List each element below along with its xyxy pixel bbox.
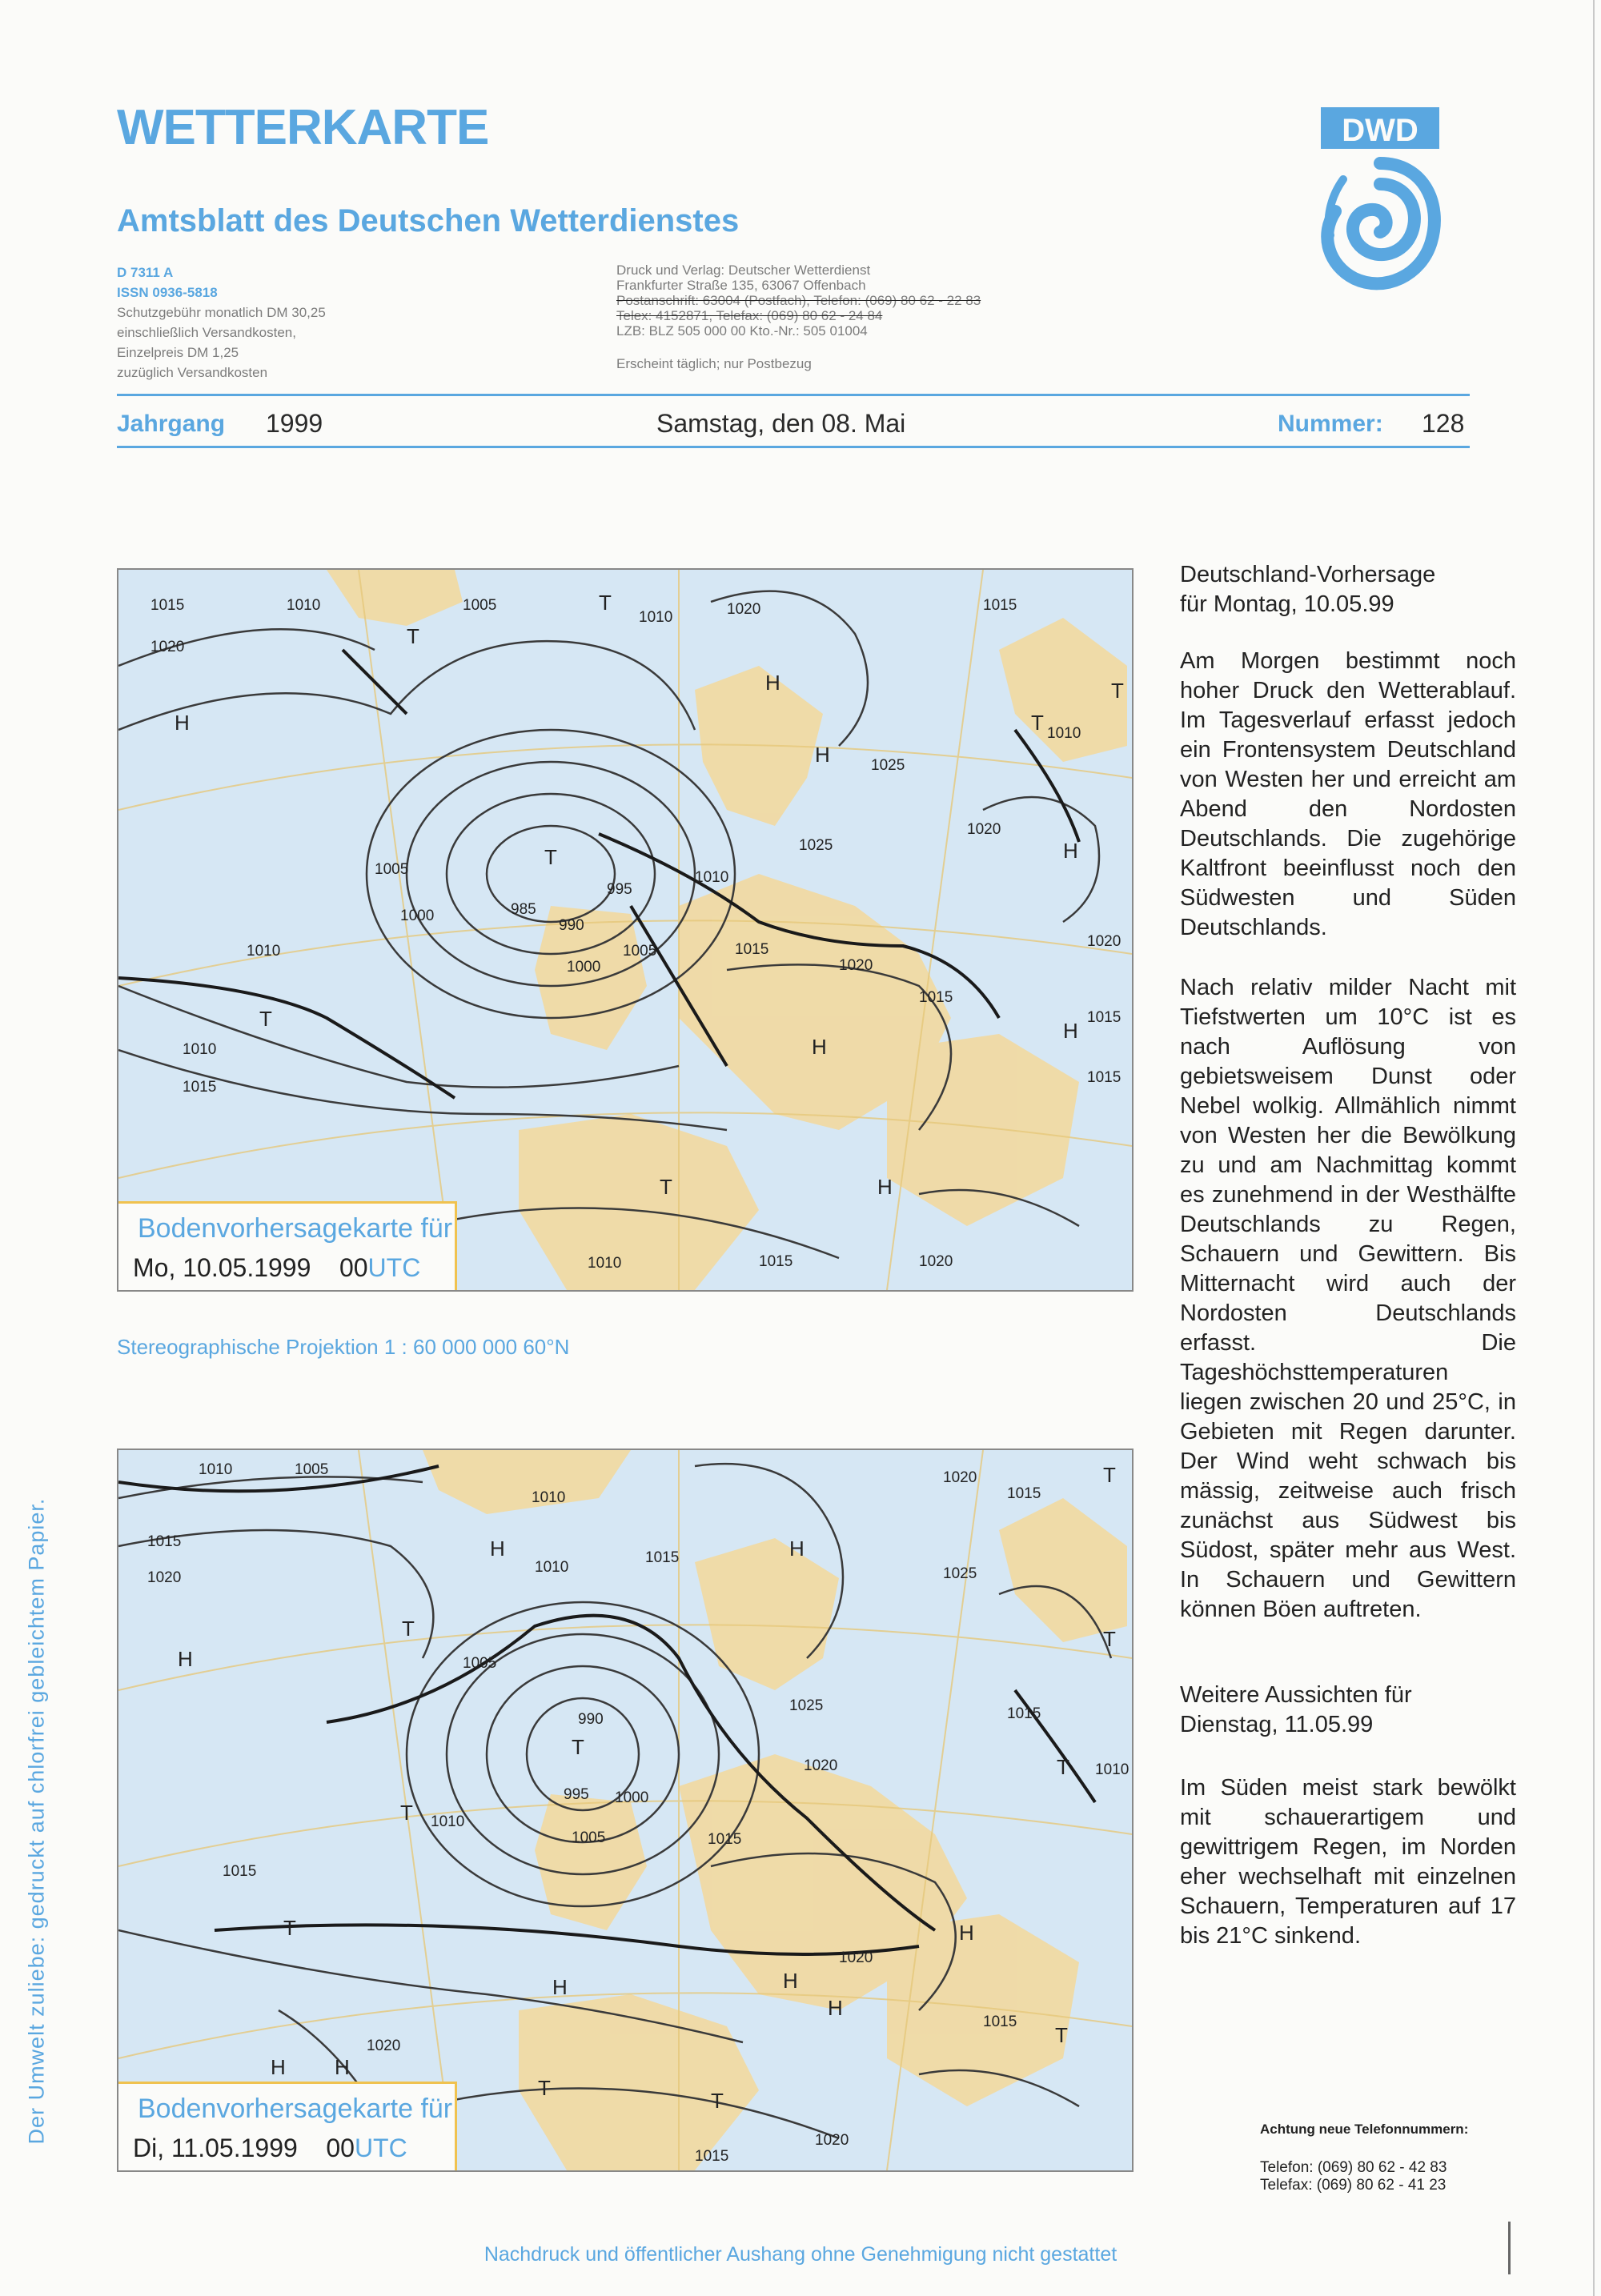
map-label: 1000 <box>615 1789 649 1806</box>
fee-line: zuzüglich Versandkosten <box>117 365 268 380</box>
map-label: 990 <box>559 917 584 934</box>
map-label: H <box>812 1035 827 1059</box>
issue-year: 1999 <box>266 409 323 438</box>
footer-notice: Nachdruck und öffentlicher Aushang ohne Genehmigung nicht gestattet <box>484 2243 1117 2266</box>
environment-note-text: Der Umwelt zuliebe: gedruckt auf chlorfrei gebleichtem Papier. <box>24 1497 49 2145</box>
page-edge-line <box>1593 0 1595 2296</box>
map-label: H <box>828 1996 843 2020</box>
map-label: 1020 <box>804 1757 838 1774</box>
publisher-telex-fax: Telex: 4152871, Telefax: (069) 80 62 - 24 84 <box>616 308 883 323</box>
map-label: 995 <box>607 881 632 898</box>
header-rule-bottom <box>117 446 1470 448</box>
fee-line: Einzelpreis DM 1,25 <box>117 345 239 360</box>
logo-text: DWD <box>1342 113 1418 148</box>
map-label: 1020 <box>815 2132 849 2149</box>
map2-caption-date: Di, 11.05.1999 <box>133 2134 298 2162</box>
map-label: T <box>660 1175 672 1199</box>
map2-caption-utc: UTC <box>354 2134 407 2162</box>
forecast-paragraph-2 <box>1180 973 1516 1625</box>
weather-map-2 <box>118 1450 1132 2170</box>
outlook-heading-date: Dienstag, 11.05.99 <box>1180 1712 1374 1737</box>
map-label: 1015 <box>1007 1705 1041 1722</box>
map-label: 1010 <box>287 597 321 614</box>
map-label: H <box>789 1537 805 1561</box>
dwd-logo <box>1311 107 1449 304</box>
publication-frequency: Erscheint täglich; nur Postbezug <box>616 356 812 371</box>
new-phone-numbers <box>1260 2121 1468 2194</box>
issn: ISSN 0936-5818 <box>117 285 218 300</box>
map-label: 1025 <box>789 1697 824 1714</box>
map-label: 985 <box>511 901 536 918</box>
land-areas <box>423 1450 1130 2170</box>
map-label: 1005 <box>623 943 657 960</box>
map-label: 1025 <box>799 837 833 854</box>
map-label: 1015 <box>983 597 1017 614</box>
map1-caption-date-line <box>133 1253 420 1283</box>
map-label: H <box>335 2055 350 2079</box>
map-label: H <box>959 1921 974 1945</box>
publisher-postal-phone: Postanschrift: 63004 (Postfach), Telefon: (069) 80 62 - 22 83 <box>616 293 981 308</box>
map-label: H <box>178 1647 193 1671</box>
map-label: 1010 <box>247 943 281 960</box>
map-label: T <box>572 1735 584 1759</box>
map-label: T <box>1055 2023 1068 2047</box>
map-label: 1015 <box>759 1253 793 1270</box>
jahrgang-label: Jahrgang <box>117 411 226 437</box>
map-label: T <box>711 2089 724 2113</box>
forecast-heading <box>1180 560 1516 619</box>
map-label: 1015 <box>695 2148 729 2165</box>
land-areas <box>327 570 1127 1290</box>
map-label: 1010 <box>199 1461 233 1478</box>
map-label: H <box>490 1537 505 1561</box>
map-label: H <box>1063 1019 1078 1043</box>
map-label: H <box>175 711 190 735</box>
map-label: T <box>544 845 557 869</box>
page-title: WETTERKARTE <box>117 100 489 155</box>
new-numbers-heading: Achtung neue Telefonnummern: <box>1260 2122 1469 2137</box>
publication-info-right <box>616 262 1113 371</box>
map-label: 1010 <box>695 869 729 886</box>
number-label: Nummer: <box>1278 411 1383 437</box>
forecast-heading-date: für Montag, 10.05.99 <box>1180 591 1394 617</box>
map-label: 1025 <box>943 1565 977 1582</box>
map-label: 1010 <box>639 609 673 626</box>
map-label: 1020 <box>367 2038 401 2054</box>
map-label: 1020 <box>147 1569 182 1586</box>
map-label: 995 <box>564 1786 589 1803</box>
map-label: 1015 <box>983 2014 1017 2030</box>
map1-caption-title: Bodenvorhersagekarte für <box>138 1213 453 1244</box>
forecast-map-tuesday <box>117 1449 1134 2172</box>
page-subtitle: Amtsblatt des Deutschen Wetterdienstes <box>117 203 740 238</box>
outlook-heading-line: Weitere Aussichten für <box>1180 1682 1412 1708</box>
forecast-heading-line: Deutschland-Vorhersage <box>1180 562 1436 587</box>
map-label: 1005 <box>572 1829 606 1846</box>
map-label: H <box>552 1975 568 1999</box>
map-label: T <box>259 1007 272 1031</box>
new-telefax: Telefax: (069) 80 62 - 41 23 <box>1260 2177 1447 2194</box>
map-label: 1020 <box>919 1253 953 1270</box>
header-rule-top <box>117 394 1470 396</box>
map-label: 1015 <box>150 597 185 614</box>
map2-caption-date-line <box>133 2134 407 2163</box>
outlook-text: Im Süden meist stark bewölkt mit schauerartigem und gewittrigem Regen, im Norden eher wechselhaft mit einzelnen Schauern, Temperaturen auf 17 bis 21°C sinkend. <box>1180 1775 1516 1949</box>
forecast-paragraph-1 <box>1180 647 1516 943</box>
pen-mark <box>1508 2222 1511 2274</box>
map-label: 1025 <box>871 757 905 774</box>
map-label: H <box>877 1175 893 1199</box>
map-label: T <box>400 1801 413 1825</box>
fee-line: Schutzgebühr monatlich DM 30,25 <box>117 305 326 320</box>
map-label: 1015 <box>735 941 769 958</box>
map2-caption <box>118 2082 457 2170</box>
map-label: T <box>283 1916 296 1940</box>
map-label: 1020 <box>1087 933 1122 950</box>
map-label: 1015 <box>645 1549 680 1566</box>
forecast-text: Nach relativ milder Nacht mit Tiefstwerten um 10°C ist es nach Auflösung von gebietsweisem Dunst oder Nebel wolkig. Allmählich nimmt von Westen her die Bewölkung zu und am Nachmittag kommt es zunehmend in der Westhälfte Deutschlands zu Regen, Schauern und Gewittern. Bis Mitternacht wird auch der Nordosten Deutschlands erfasst. Die Tageshöchsttemperaturen liegen zwischen 20 und 25°C, in Gebieten mit Regen darunter. Der Wind weht schwach bis mässig, zeitweise auch frisch zunächst aus Südwest bis Südost, später mehr aus West. In Schauern und Gewittern können Böen auftreten. <box>1180 975 1516 1622</box>
map-label: 1015 <box>708 1831 742 1848</box>
map-label: H <box>271 2055 286 2079</box>
weather-map-1 <box>118 570 1132 1290</box>
publication-info-left <box>117 262 565 383</box>
map-label: 1010 <box>1095 1761 1130 1778</box>
map-label: T <box>538 2076 551 2100</box>
map2-caption-time: 00 <box>326 2134 355 2162</box>
map-label: H <box>765 671 780 695</box>
forecast-text: Am Morgen bestimmt noch hoher Druck den Wetterablauf. Im Tagesverlauf erfasst jedoch ein Frontensystem Deutschland von Westen her und erreicht am Abend den Nordosten Deutschlands. Die zugehörige Kaltfront beeinflusst noch den Südwesten und Süden Deutschlands. <box>1180 648 1516 940</box>
map-label: 1020 <box>150 639 185 655</box>
map-label: T <box>407 624 419 648</box>
environment-note <box>13 1449 61 2209</box>
map-label: 990 <box>578 1711 604 1728</box>
map-label: 1020 <box>967 821 1001 838</box>
map-label: 1010 <box>183 1041 217 1058</box>
map-label: 1010 <box>1047 725 1081 742</box>
publisher-line: Druck und Verlag: Deutscher Wetterdienst <box>616 262 871 278</box>
outlook-heading <box>1180 1681 1516 1740</box>
map-label: 1015 <box>223 1863 257 1880</box>
map-label: 1015 <box>919 989 953 1006</box>
map-label: T <box>1057 1755 1069 1779</box>
map-label: 1020 <box>839 957 873 974</box>
map-label: 1015 <box>1007 1485 1041 1502</box>
map-label: T <box>599 591 612 615</box>
map-label: 1015 <box>1087 1069 1122 1086</box>
map-label: 1005 <box>375 861 409 878</box>
publication-code: D 7311 A <box>117 265 174 280</box>
map-label: H <box>815 743 830 767</box>
map-label: 1015 <box>183 1079 217 1096</box>
publisher-bank: LZB: BLZ 505 000 00 Kto.-Nr.: 505 01004 <box>616 323 868 339</box>
map-label: 1010 <box>431 1813 465 1830</box>
map-label: H <box>1063 839 1078 863</box>
forecast-map-monday <box>117 568 1134 1292</box>
map-label: T <box>402 1617 415 1641</box>
map1-caption-time: 00 <box>339 1253 368 1282</box>
map-label: 1005 <box>463 597 497 614</box>
map-label: 1000 <box>567 959 601 976</box>
map-label: 1010 <box>535 1559 569 1576</box>
map-label: T <box>1031 711 1044 735</box>
map1-caption <box>118 1201 457 1290</box>
projection-note: Stereographische Projektion 1 : 60 000 000 60°N <box>117 1335 570 1359</box>
map1-caption-utc: UTC <box>367 1253 421 1282</box>
map-label: 1015 <box>147 1533 182 1550</box>
map-label: 1020 <box>727 601 761 618</box>
fee-line: einschließlich Versandkosten, <box>117 325 296 340</box>
publisher-address: Frankfurter Straße 135, 63067 Offenbach <box>616 278 866 293</box>
map-label: 1015 <box>1087 1009 1122 1026</box>
map-label: 1005 <box>295 1461 329 1478</box>
map-label: T <box>1111 679 1124 703</box>
map-label: T <box>1103 1627 1116 1651</box>
outlook-paragraph <box>1180 1773 1516 1951</box>
map-label: 1000 <box>400 908 435 924</box>
map-label: 1010 <box>588 1255 622 1272</box>
map-label: H <box>783 1969 798 1993</box>
issue-row <box>117 404 1470 444</box>
map2-caption-title: Bodenvorhersagekarte für <box>138 2094 453 2124</box>
map-label: 1005 <box>463 1655 497 1672</box>
map-label: T <box>1103 1463 1116 1487</box>
map-label: 1020 <box>943 1469 977 1486</box>
issue-number: 128 <box>1422 409 1465 438</box>
map-label: 1020 <box>839 1949 873 1966</box>
map1-caption-date: Mo, 10.05.1999 <box>133 1253 311 1282</box>
issue-date: Samstag, den 08. Mai <box>656 409 906 438</box>
new-telefon: Telefon: (069) 80 62 - 42 83 <box>1260 2159 1447 2176</box>
map-label: 1010 <box>532 1489 566 1506</box>
